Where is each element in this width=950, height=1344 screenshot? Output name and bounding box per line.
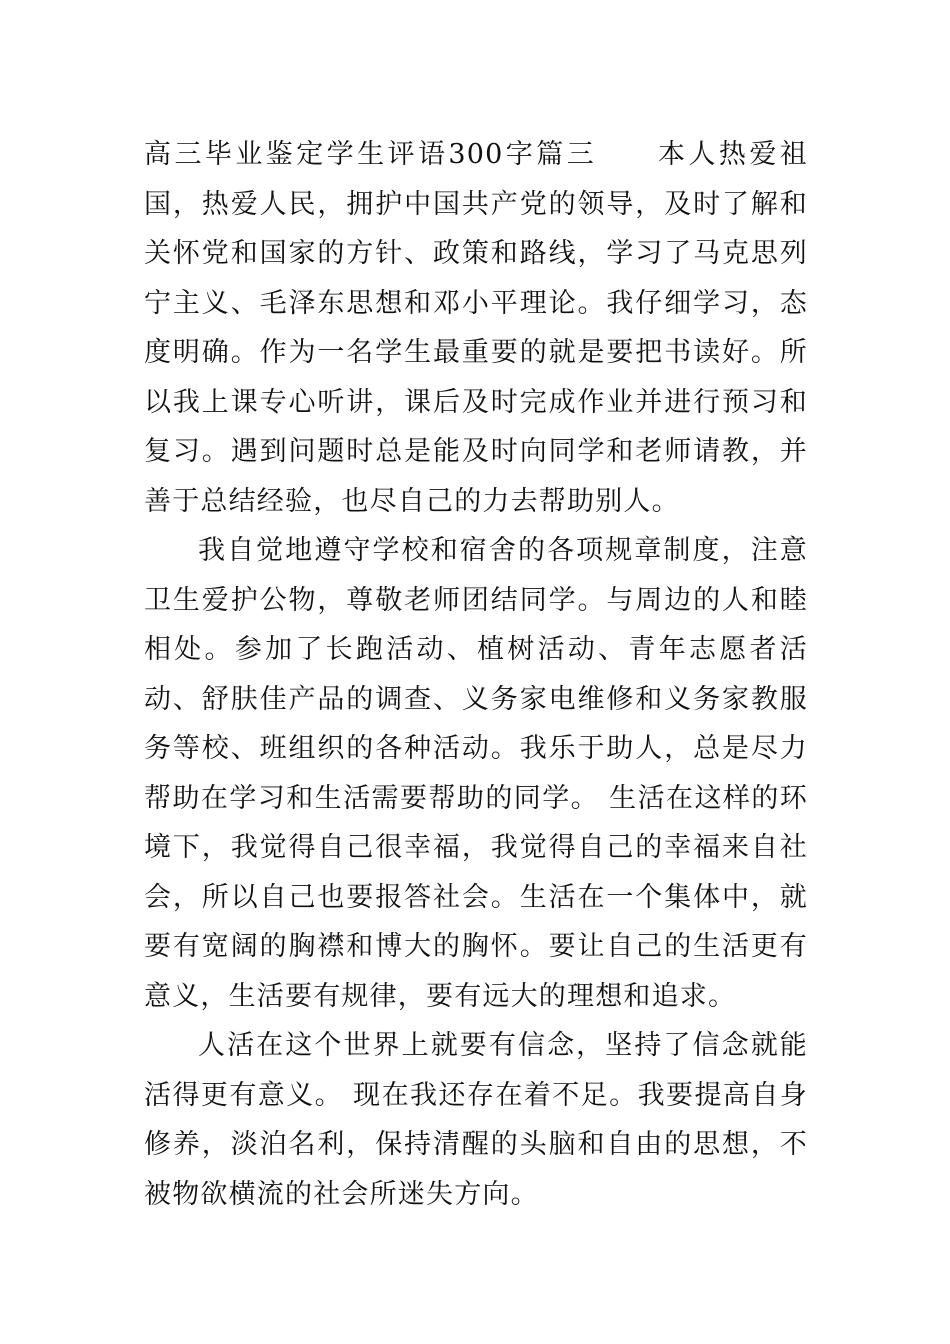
paragraph-2: 我自觉地遵守学校和宿舍的各项规章制度，注意卫生爱护公物，尊敬老师团结同学。与周边的人和睦相处。参加了长跑活动、植树活动、青年志愿者活动、舒肤佳产品的调查、义务家电维修和义务家教服务等校、班组织的各种活动。我乐于助人，总是尽力帮助在学习和生活需要帮助的同学。 生活在这样的环境下，我觉得自己很幸福，我觉得自己的幸福来自社会，所以自己也要报答社会。生活在一个集体中，就要有宽阔的胸襟和博大的胸怀。要让自己的生活更有意义，生活要有规律，要有远大的理想和追求。 bbox=[144, 535, 808, 1012]
paragraph-1: 高三毕业鉴定学生评语300字篇三 本人热爱祖国，热爱人民，拥护中国共产党的领导，及时了解和关怀党和国家的方针、政策和路线，学习了马克思列宁主义、毛泽东思想和邓小平理论。我仔细学习，态度明确。作为一名学生最重要的就是要把书读好。所以我上课专心听讲，课后及时完成作业并进行预习和复习。遇到问题时总是能及时向同学和老师请教，并善于总结经验，也尽自己的力去帮助别人。 bbox=[144, 139, 808, 517]
paragraph-3: 人活在这个世界上就要有信念，坚持了信念就能活得更有意义。 现在我还存在着不足。我要提高自身修养，淡泊名利，保持清醒的头脑和自由的思想，不被物欲横流的社会所迷失方向。 bbox=[144, 1030, 808, 1210]
document-body bbox=[144, 130, 808, 1219]
